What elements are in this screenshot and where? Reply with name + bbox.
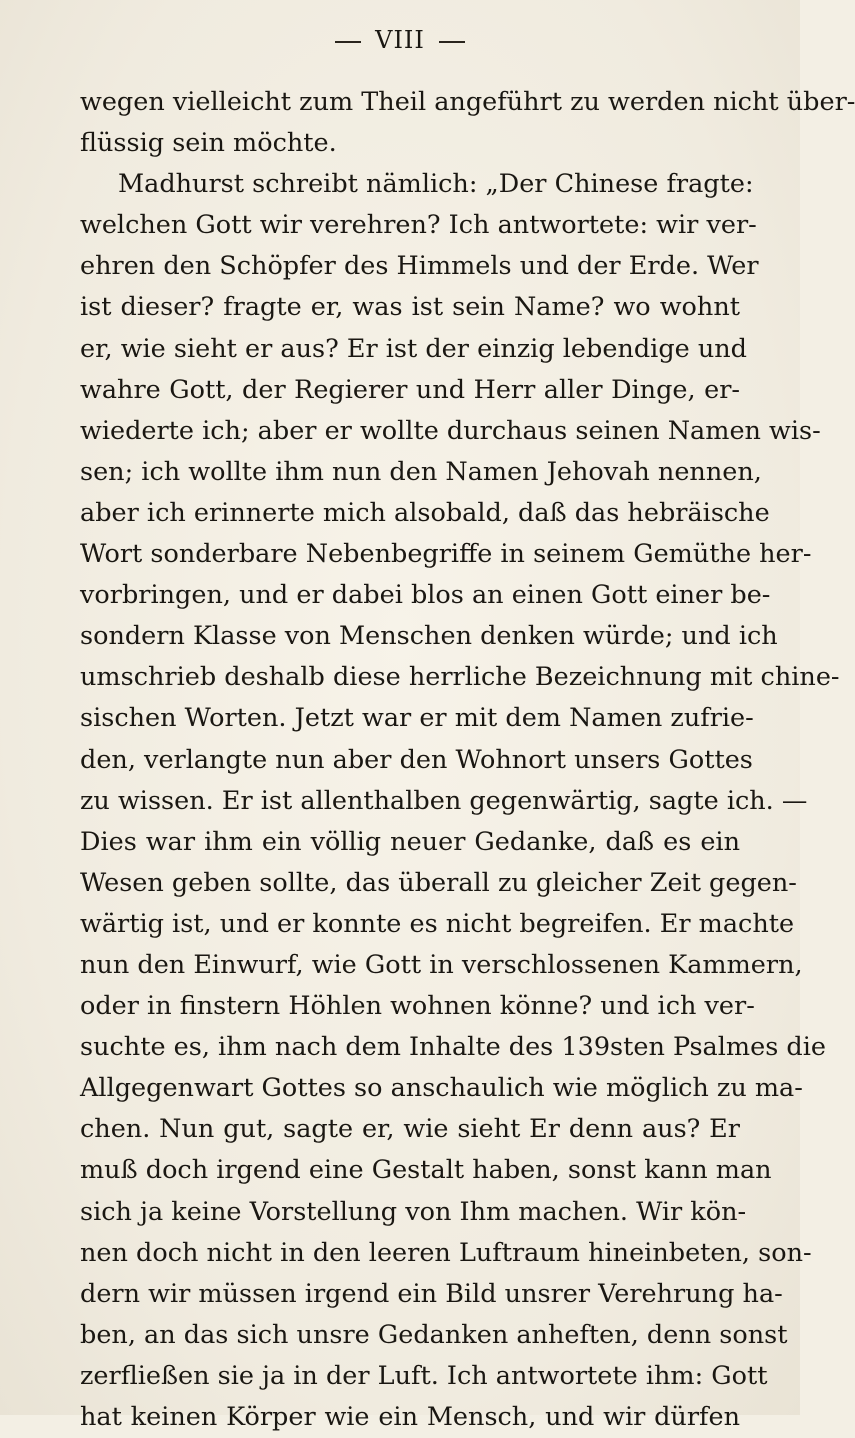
body-text <box>80 82 855 1438</box>
text-line: dern wir müssen irgend ein Bild unsrer Verehrung ha- <box>80 1278 783 1309</box>
text-line: aber ich erinnerte mich alsobald, daß das hebräische <box>80 497 770 528</box>
text-line: Wesen geben sollte, das überall zu gleicher Zeit gegen- <box>80 867 797 898</box>
text-line: sich ja keine Vorstellung von Ihm machen. Wir kön- <box>80 1196 747 1227</box>
text-line: vorbringen, und er dabei blos an einen Gott einer be- <box>80 580 771 611</box>
text-line: flüssig sein möchte. <box>80 128 337 159</box>
text-line: sen; ich wollte ihm nun den Namen Jehovah nennen, <box>80 456 762 487</box>
text-line: Dies war ihm ein völlig neuer Gedanke, daß es ein <box>80 826 740 857</box>
header-dash-right <box>439 41 465 43</box>
text-line: suchte es, ihm nach dem Inhalte des 139sten Psalmes die <box>80 1032 826 1063</box>
text-line: sischen Worten. Jetzt war er mit dem Namen zufrie- <box>80 703 754 734</box>
text-line: wegen vielleicht zum Theil angeführt zu werden nicht über- <box>80 87 855 117</box>
text-line: hat keinen Körper wie ein Mensch, und wir dürfen <box>80 1402 740 1432</box>
page-number: VIII <box>375 26 425 54</box>
text-line: zu wissen. Er ist allenthalben gegenwärtig, sagte ich. — <box>80 785 808 816</box>
text-line: muß doch irgend eine Gestalt haben, sonst kann man <box>80 1155 772 1186</box>
text-line: umschrieb deshalb diese herrliche Bezeichnung mit chine- <box>80 662 840 693</box>
text-line: wärtig ist, und er konnte es nicht begreifen. Er machte <box>80 908 795 939</box>
header-dash-left <box>335 41 361 43</box>
text-line: sondern Klasse von Menschen denken würde; und ich <box>80 621 778 652</box>
text-line: welchen Gott wir verehren? Ich antwortete: wir ver- <box>80 210 757 241</box>
text-line: wiederte ich; aber er wollte durchaus seinen Namen wis- <box>80 415 821 446</box>
text-line: ist dieser? fragte er, was ist sein Name? wo wohnt <box>80 292 740 323</box>
text-line: Madhurst schreibt nämlich: „Der Chinese fragte: <box>118 169 754 200</box>
text-line: den, verlangte nun aber den Wohnort unsers Gottes <box>80 744 753 775</box>
text-line: wahre Gott, der Regierer und Herr aller Dinge, er- <box>80 374 740 405</box>
page-header <box>0 26 800 54</box>
text-line: oder in finstern Höhlen wohnen könne? und ich ver- <box>80 991 755 1022</box>
text-line: ehren den Schöpfer des Himmels und der Erde. Wer <box>80 251 759 282</box>
text-line: ben, an das sich unsre Gedanken anheften, denn sonst <box>80 1319 788 1350</box>
text-line: zerfließen sie ja in der Luft. Ich antwortete ihm: Gott <box>80 1360 768 1391</box>
text-line: nun den Einwurf, wie Gott in verschlossenen Kammern, <box>80 949 803 980</box>
text-line: chen. Nun gut, sagte er, wie sieht Er denn aus? Er <box>80 1114 740 1145</box>
text-line: er, wie sieht er aus? Er ist der einzig lebendige und <box>80 333 748 364</box>
text-line: Wort sonderbare Nebenbegriffe in seinem Gemüthe her- <box>80 539 812 570</box>
text-line: nen doch nicht in den leeren Luftraum hineinbeten, son- <box>80 1237 812 1268</box>
text-line: Allgegenwart Gottes so anschaulich wie möglich zu ma- <box>80 1073 803 1104</box>
